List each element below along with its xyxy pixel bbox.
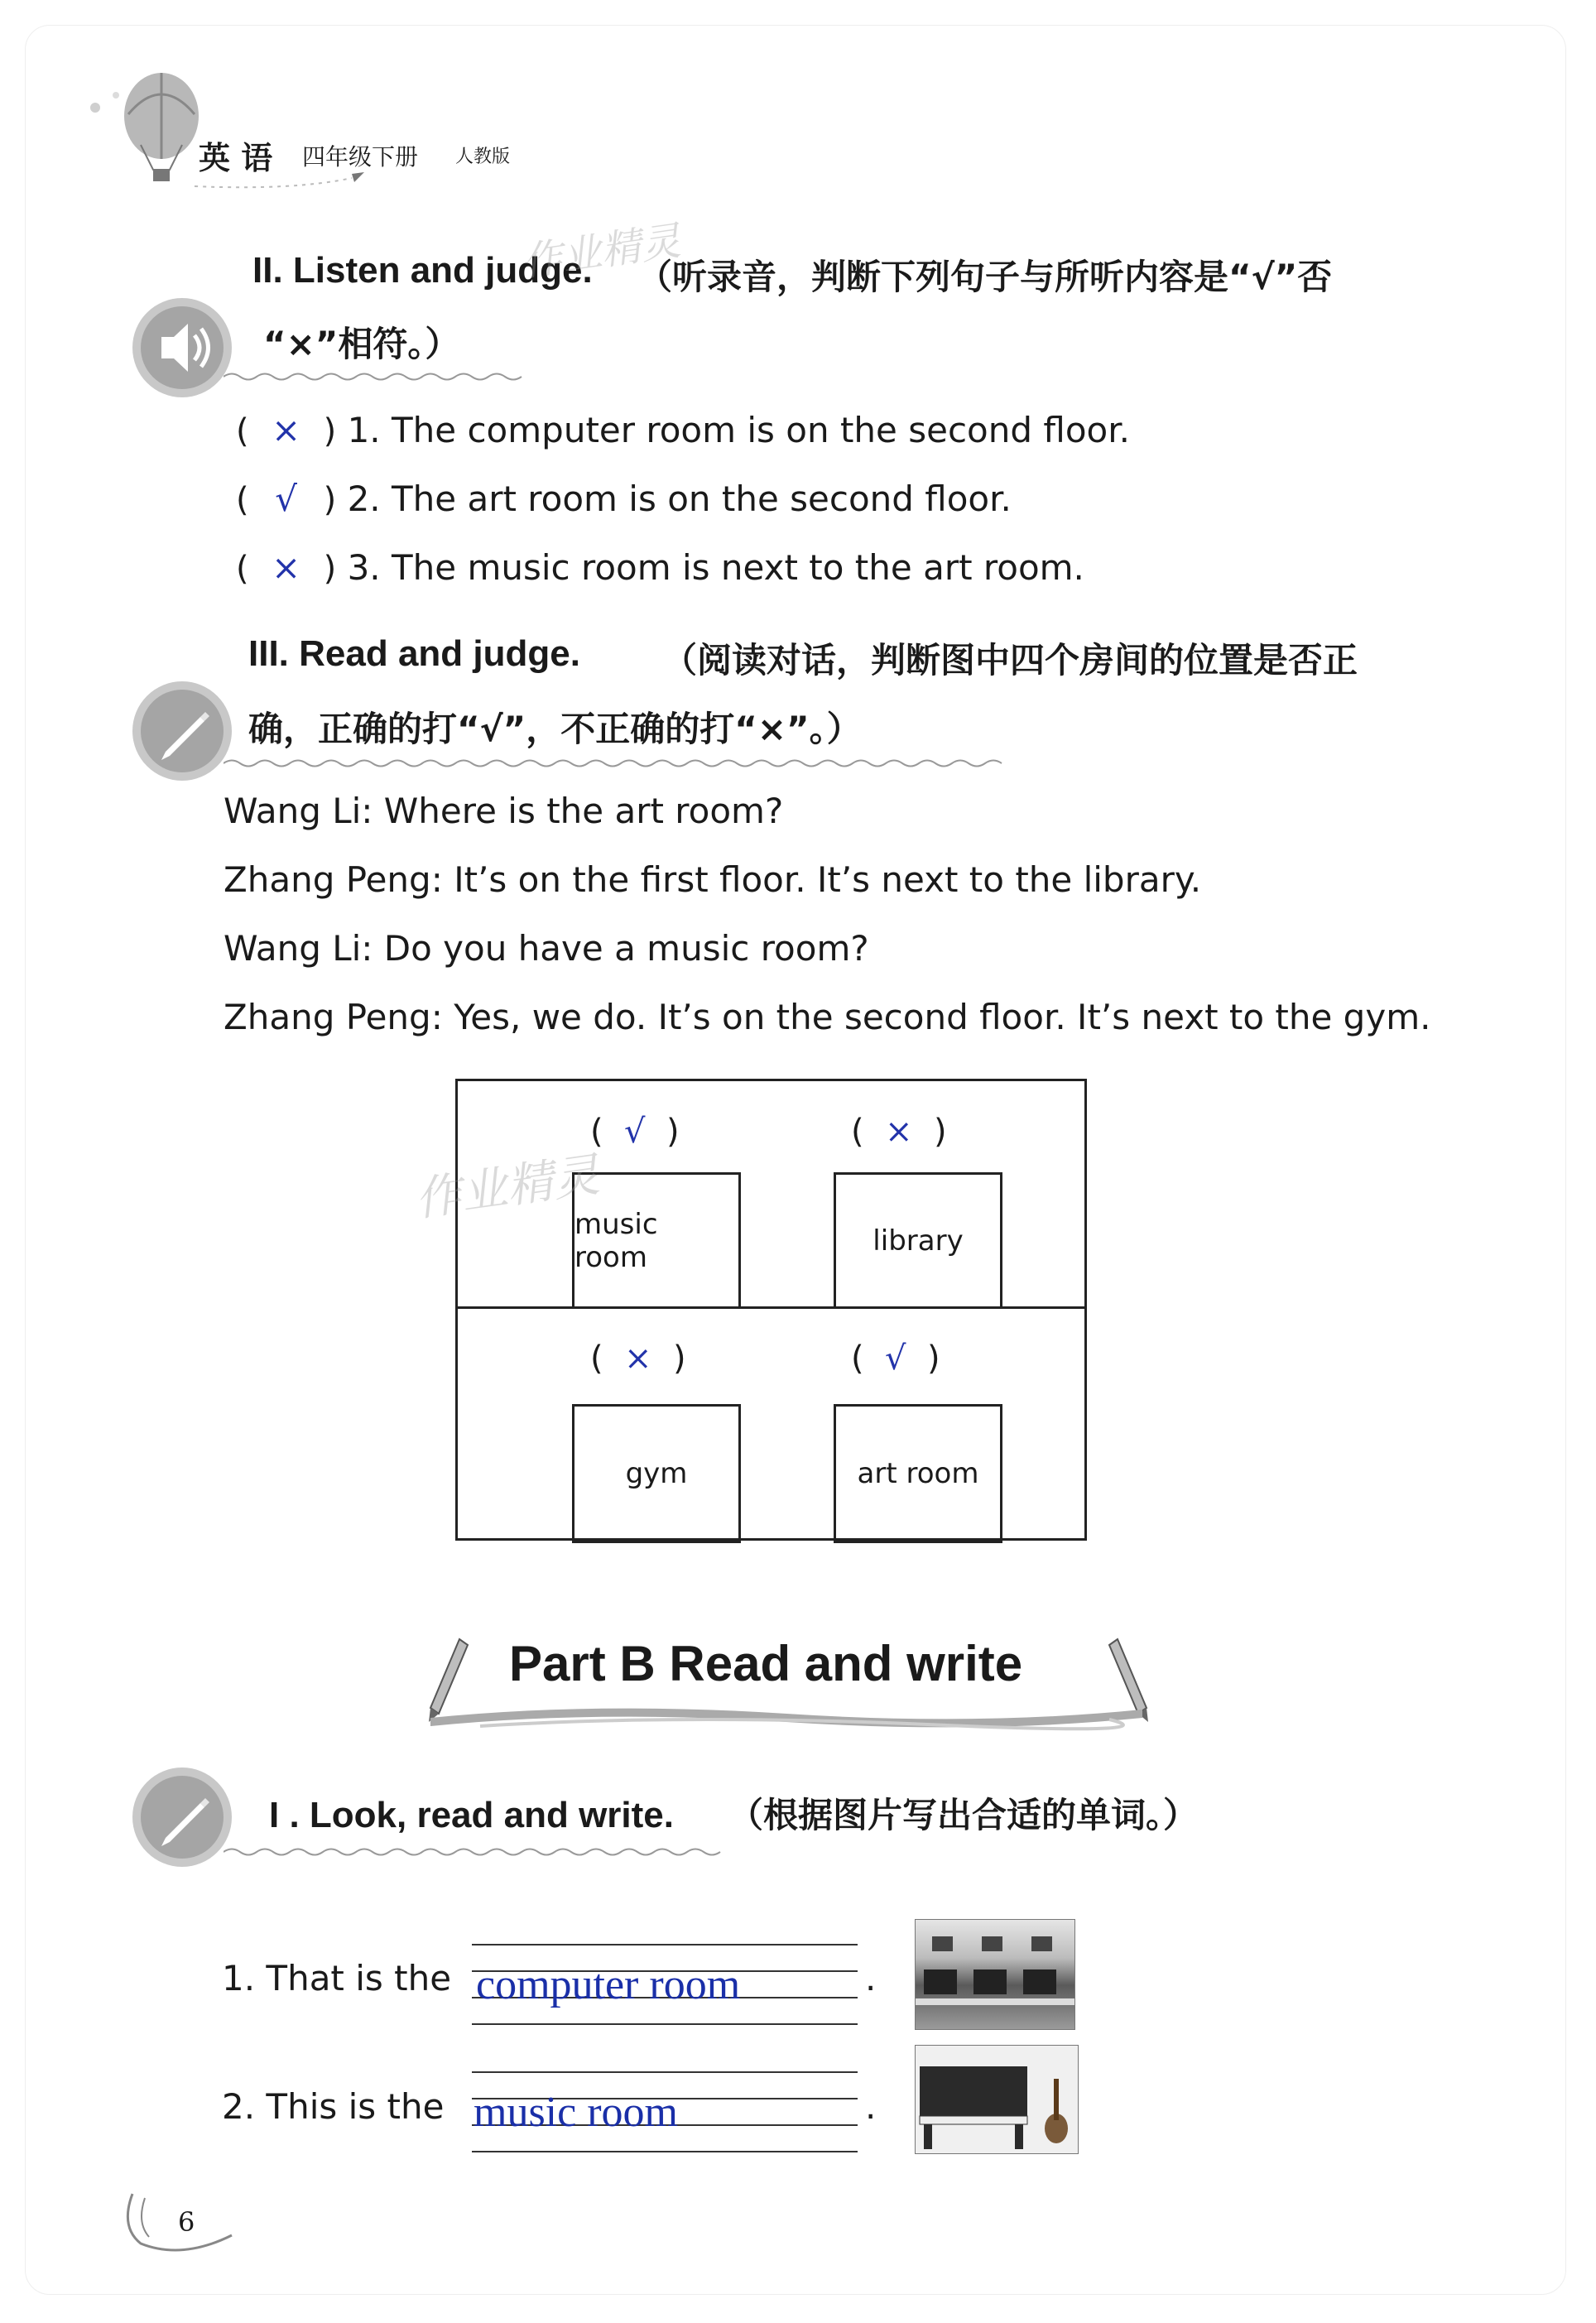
dialogue-line-4: Zhang Peng: Yes, we do. It’s on the second floor. It’s next to the gym. <box>224 997 1431 1037</box>
write-line <box>472 2023 858 2025</box>
room-mark-music-room: ( √ ) <box>590 1113 680 1151</box>
write-item-1-suffix: . <box>865 1958 877 1998</box>
section3-instruction-1: （阅读对话，判断图中四个房间的位置是否正 <box>662 640 1358 681</box>
partb-section1-title: I . Look, read and write. <box>269 1795 674 1835</box>
room-mark-library: ( × ) <box>851 1113 947 1151</box>
judge-item-1: ( × ) 1. The computer room is on the second floor. <box>236 410 1130 450</box>
section2-title: II. Listen and judge. <box>252 250 593 291</box>
room-library: library <box>834 1172 1002 1309</box>
section2-instruction-1: （听录音，判断下列句子与所听内容是“√”否 <box>637 257 1333 297</box>
section3-title: III. Read and judge. <box>248 633 580 674</box>
balloon-icon <box>79 66 468 199</box>
judge-text-1: 1. The computer room is on the second floor. <box>347 410 1130 450</box>
wavy-divider <box>224 758 1010 769</box>
computer-room-photo <box>915 1919 1075 2030</box>
write-line <box>472 2071 858 2073</box>
judge-text-2: 2. The art room is on the second floor. <box>347 479 1012 519</box>
judge-mark-1: × <box>272 410 301 450</box>
write-answer-1: computer room <box>476 1961 741 2008</box>
room-mark-art-room: ( √ ) <box>851 1339 940 1378</box>
partb-section1-instruction: （根据图片写出合适的单词。） <box>728 1795 1199 1835</box>
dialogue-line-3: Wang Li: Do you have a music room? <box>224 928 869 969</box>
write-item-1-prefix: 1. That is the <box>222 1958 452 1998</box>
watermark: 作业精灵 <box>519 217 684 286</box>
judge-item-3: ( × ) 3. The music room is next to the art room. <box>236 547 1084 588</box>
dialogue-line-1: Wang Li: Where is the art room? <box>224 791 784 831</box>
judge-mark-2: √ <box>275 479 297 519</box>
edition-label: 人教版 <box>455 147 511 167</box>
section2-instruction-2: “×”相符。） <box>263 324 460 364</box>
section3-instruction-2: 确，正确的打“√”，不正确的打“×”。） <box>248 709 862 749</box>
part-b-title: Part B Read and write <box>509 1636 1023 1691</box>
watermark: 作业精灵 <box>411 1147 603 1228</box>
wavy-divider <box>224 1846 728 1858</box>
write-line <box>472 1944 858 1945</box>
grade-label: 四年级下册 <box>302 143 419 171</box>
write-item-2-prefix: 2. This is the <box>222 2086 445 2127</box>
dialogue-line-2: Zhang Peng: It’s on the first floor. It’s next to the library. <box>224 859 1202 900</box>
room-music-room: music room <box>572 1172 741 1309</box>
wavy-divider <box>224 371 530 382</box>
write-line <box>472 2151 858 2152</box>
room-gym: gym <box>572 1404 741 1543</box>
judge-text-3: 3. The music room is next to the art room. <box>347 547 1084 588</box>
brush-stroke-divider <box>430 1701 1142 1734</box>
judge-mark-3: × <box>272 547 301 588</box>
pencil-icon <box>128 677 236 785</box>
room-art-room: art room <box>834 1404 1002 1543</box>
page-number: 6 <box>178 2206 195 2238</box>
room-mark-gym: ( × ) <box>590 1339 686 1378</box>
pencil-icon <box>128 1763 236 1871</box>
speaker-icon <box>128 294 236 402</box>
subject-title: 英 语 <box>199 139 273 176</box>
music-room-photo <box>915 2045 1079 2154</box>
write-item-2-suffix: . <box>865 2086 877 2127</box>
write-answer-2: music room <box>474 2089 678 2136</box>
judge-item-2: ( √ ) 2. The art room is on the second floor. <box>236 479 1012 519</box>
